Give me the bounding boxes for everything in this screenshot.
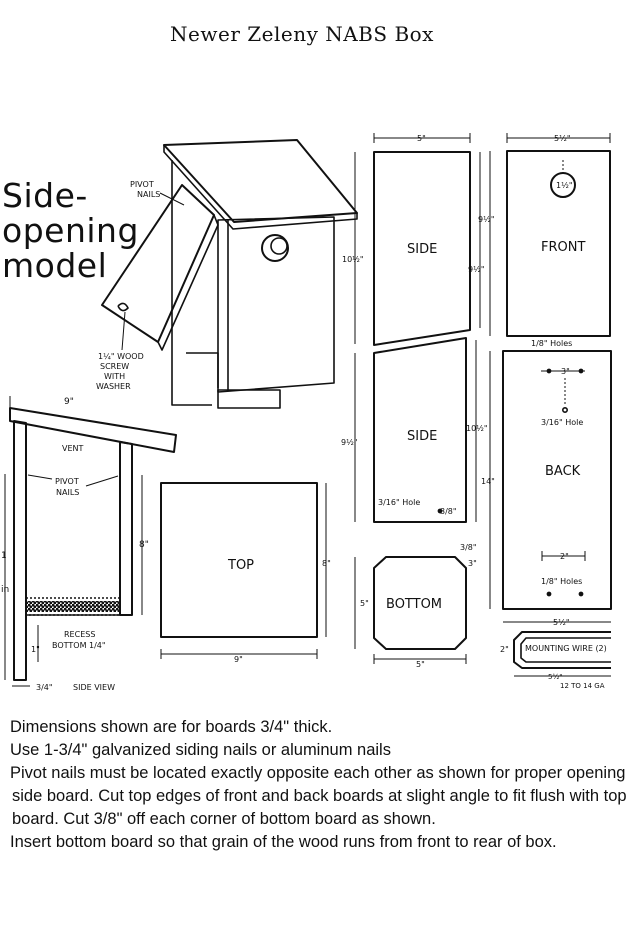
heading-line-2: opening [2,211,139,250]
bottom-width: 5" [416,660,425,669]
side-lower-height-front: 10½" [466,424,488,433]
note-3: Pivot nails must be located exactly opposite each other as shown for proper opening [10,764,626,782]
note-1: Dimensions shown are for boards 3/4" thick. [10,718,333,736]
back-hole-dot [579,592,582,595]
note-3-cont-1: side board. Cut top edges of front and back boards at slight angle to fit flush with top [12,787,627,805]
sv-pivot-label-1: PIVOT [55,477,79,486]
sv-vent-label: VENT [62,444,84,453]
note-4: Insert bottom board so that grain of the wood runs from front to rear of box. [10,833,557,851]
iso-screw-label-1: 1¼" WOOD [98,352,144,361]
front-hole-size: 1½" [556,181,573,190]
back-label: BACK [545,464,581,479]
sv-recess-label-1: RECESS [64,630,96,639]
iso-front [218,217,334,392]
heading-line-3: model [2,246,108,285]
mounting-label: MOUNTING WIRE (2) [525,644,607,653]
note-2: Use 1-3/4" galvanized siding nails or aluminum nails [10,741,391,759]
back-board [503,351,611,609]
mounting-dim: 2" [500,645,509,654]
back-top-spacing: 3" [561,367,570,376]
front-width: 5½" [554,134,571,143]
front-vent-note: 1/8" Holes [531,339,573,348]
sv-caption: SIDE VIEW [73,683,115,692]
heading-line-1: Side- [2,176,88,215]
sv-height-dim: 8" [139,540,149,550]
sv-top-dim: 9" [64,397,74,407]
front-height: 9½" [478,215,495,224]
sv-thickness: 3/4" [36,683,53,692]
iso-entrance-hole-inner [271,238,287,254]
bottom-label: BOTTOM [386,597,443,612]
top-height: 8" [322,559,331,568]
bottom-height: 5" [360,599,369,608]
sv-back [14,421,26,680]
bottom-corner: 3/8" [460,543,477,552]
mounting-gauge: 12 TO 14 GA [560,682,605,690]
top-width: 9" [234,655,243,664]
sv-left-dim-1: 1 [1,551,7,561]
iso-open-side [102,185,214,342]
back-hole-dot [547,369,550,372]
note-3-cont-2: board. Cut 3/8" off each corner of bottom board as shown. [12,810,436,828]
iso-roof [164,140,357,222]
sv-bottom-fill [26,601,120,612]
sv-left-dim-2: in [1,585,10,595]
sv-pivot-leader [86,476,118,486]
side-lower-label: SIDE [407,429,438,444]
back-height: 14" [481,477,495,486]
sv-pivot-leader [28,475,52,479]
side-upper-label: SIDE [407,242,438,257]
back-width: 5½" [553,618,570,627]
sv-recess-label-2: BOTTOM 1/4" [52,641,106,650]
diagram-title: Newer Zeleny NABS Box [170,22,434,46]
iso-base [218,390,280,408]
back-center-hole [563,408,567,412]
iso-screw-label-3: WITH [104,372,126,381]
iso-screw-label-2: SCREW [100,362,130,371]
back-hole-dot [579,369,582,372]
side-lower-hole-note: 3/16" Hole [378,498,421,507]
iso-back-bottom [186,353,218,388]
side-lower-hole-offset: 3/8" [440,507,457,516]
side-upper-width: 5" [417,134,426,143]
top-label: TOP [228,558,255,573]
sv-front [120,442,132,615]
sv-roof [10,408,176,452]
back-bottom-spacing: 2" [560,552,569,561]
front-label: FRONT [541,240,586,255]
iso-screw-mark [118,303,128,310]
mounting-length: 5½" [548,673,563,681]
iso-pivot-label-1: PIVOT [130,180,154,189]
iso-pivot-label-2: NAILS [137,190,161,199]
iso-screw-label-4: WASHER [96,382,131,391]
back-holes-note: 1/8" Holes [541,577,583,586]
sv-bottom-dim: 1" [31,645,40,654]
back-hole-note: 3/16" Hole [541,418,584,427]
side-upper-height-front: 9½" [468,265,485,274]
iso-open-side-edge [158,215,218,350]
instruction-notes [10,716,635,854]
side-upper-height-back: 10½" [342,255,364,264]
back-hole-dot [547,592,550,595]
bottom-corner-2: 3" [468,559,477,568]
side-lower-height-back: 9½" [341,438,358,447]
sv-pivot-label-2: NAILS [56,488,80,497]
